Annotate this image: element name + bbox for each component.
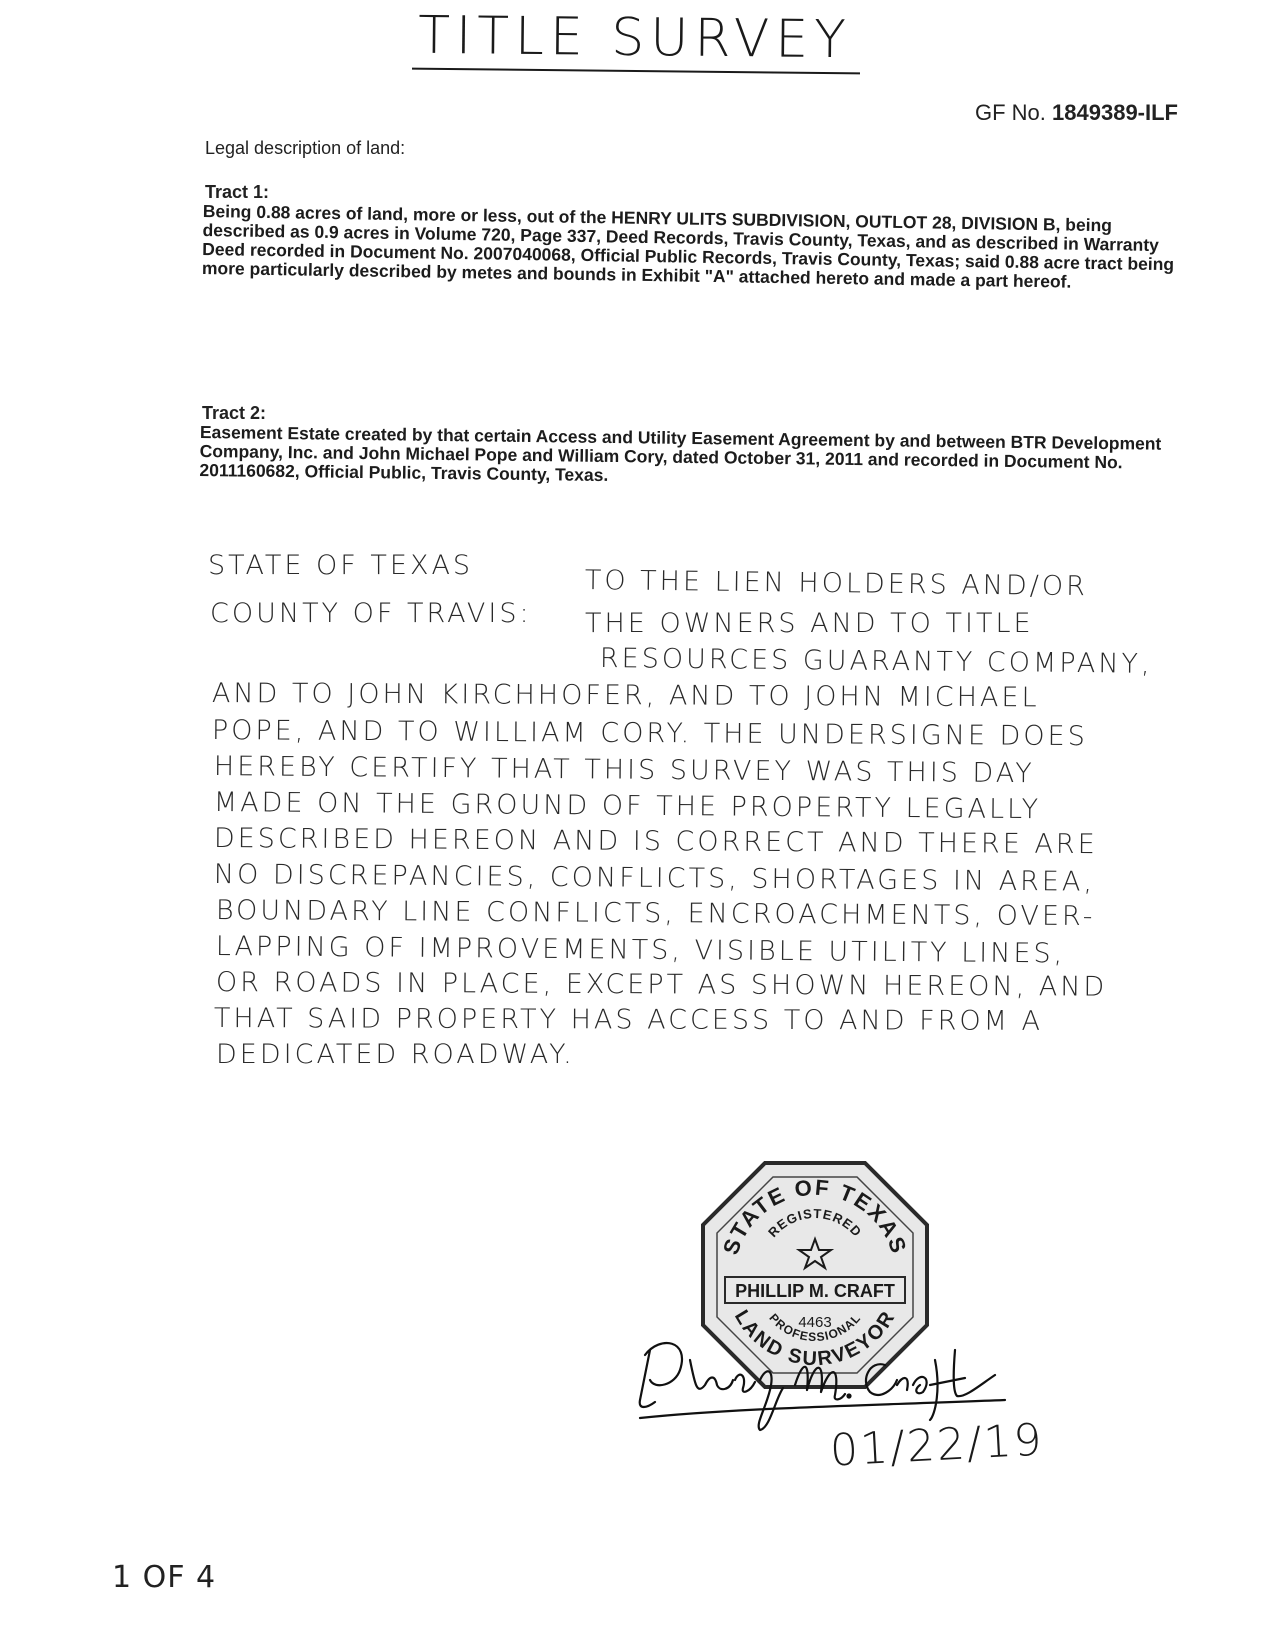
- seal-registered: REGISTERED: [765, 1205, 865, 1241]
- cert-line-5: POPE, AND TO WILLIAM CORY. THE UNDERSIGNE DOES: [211, 715, 1088, 753]
- seal-bottom-text: LAND SURVEYOR: [729, 1306, 901, 1371]
- cert-line-14: DEDICATED ROADWAY.: [216, 1039, 575, 1070]
- seal-name: PHILLIP M. CRAFT: [735, 1281, 895, 1301]
- cert-line-10: BOUNDARY LINE CONFLICTS, ENCROACHMENTS, OVER-: [215, 895, 1096, 933]
- gf-value: 1849389-ILF: [1052, 100, 1178, 125]
- cert-line-6: HEREBY CERTIFY THAT THIS SURVEY WAS THIS DAY: [213, 751, 1035, 790]
- gf-label: GF No.: [975, 100, 1046, 125]
- tract-1-description: Being 0.88 acres of land, more or less, out of the HENRY ULITS SUBDIVISION, OUTLOT 28, DIVISION B, being described as 0.9 acres in Volume 720, Page 337, Deed Records, Travis County, Texas, and as described in Warranty Deed recorded in Document No. 2007040068, Official Public Records, Travis County, Texas; said 0.88 acre tract being more particularly described by metes and bounds in Exhibit "A" attached hereto and made a part hereof.: [201, 201, 1175, 292]
- cert-line-3: RESOURCES GUARANTY COMPANY,: [599, 643, 1153, 680]
- signature-date: 01/22/19: [828, 1414, 1045, 1477]
- gf-number: [975, 100, 1178, 126]
- cert-line-1: TO THE LIEN HOLDERS AND/OR: [584, 565, 1089, 603]
- cert-state: STATE OF TEXAS: [208, 550, 474, 581]
- document-title: TITLE SURVEY: [417, 5, 853, 71]
- cert-line-12: OR ROADS IN PLACE, EXCEPT AS SHOWN HEREON, AND: [215, 967, 1108, 1003]
- cert-line-7: MADE ON THE GROUND OF THE PROPERTY LEGALLY: [213, 787, 1042, 826]
- cert-line-2: THE OWNERS AND TO TITLE: [585, 608, 1034, 639]
- legal-description-label: Legal description of land:: [205, 138, 406, 158]
- seal-professional: PROFESSIONAL: [766, 1310, 864, 1345]
- seal-number: 4463: [798, 1314, 832, 1331]
- cert-county: COUNTY OF TRAVIS:: [210, 598, 532, 629]
- cert-line-9: NO DISCREPANCIES, CONFLICTS, SHORTAGES IN AREA,: [213, 859, 1096, 898]
- tract-2-description: Easement Estate created by that certain Access and Utility Easement Agreement by and between BTR Development Company, Inc. and John Michael Pope and William Cory, dated October 31, 2011 and recorded in Document No. 2011160682, Official Public, Travis County, Texas.: [199, 422, 1162, 485]
- cert-line-11: LAPPING OF IMPROVEMENTS, VISIBLE UTILITY LINES,: [215, 931, 1066, 970]
- tract-1-label: Tract 1:: [205, 182, 270, 202]
- tract-2-label: Tract 2:: [202, 403, 267, 423]
- cert-line-4: AND TO JOHN KIRCHHOFER, AND TO JOHN MICHAEL: [211, 678, 1040, 714]
- cert-line-8: DESCRIBED HEREON AND IS CORRECT AND THERE ARE: [213, 823, 1098, 861]
- cert-line-13: THAT SAID PROPERTY HAS ACCESS TO AND FROM A: [213, 1003, 1044, 1037]
- page-number: 1 OF 4: [112, 1560, 217, 1595]
- seal-top-text: STATE OF TEXAS: [717, 1174, 913, 1258]
